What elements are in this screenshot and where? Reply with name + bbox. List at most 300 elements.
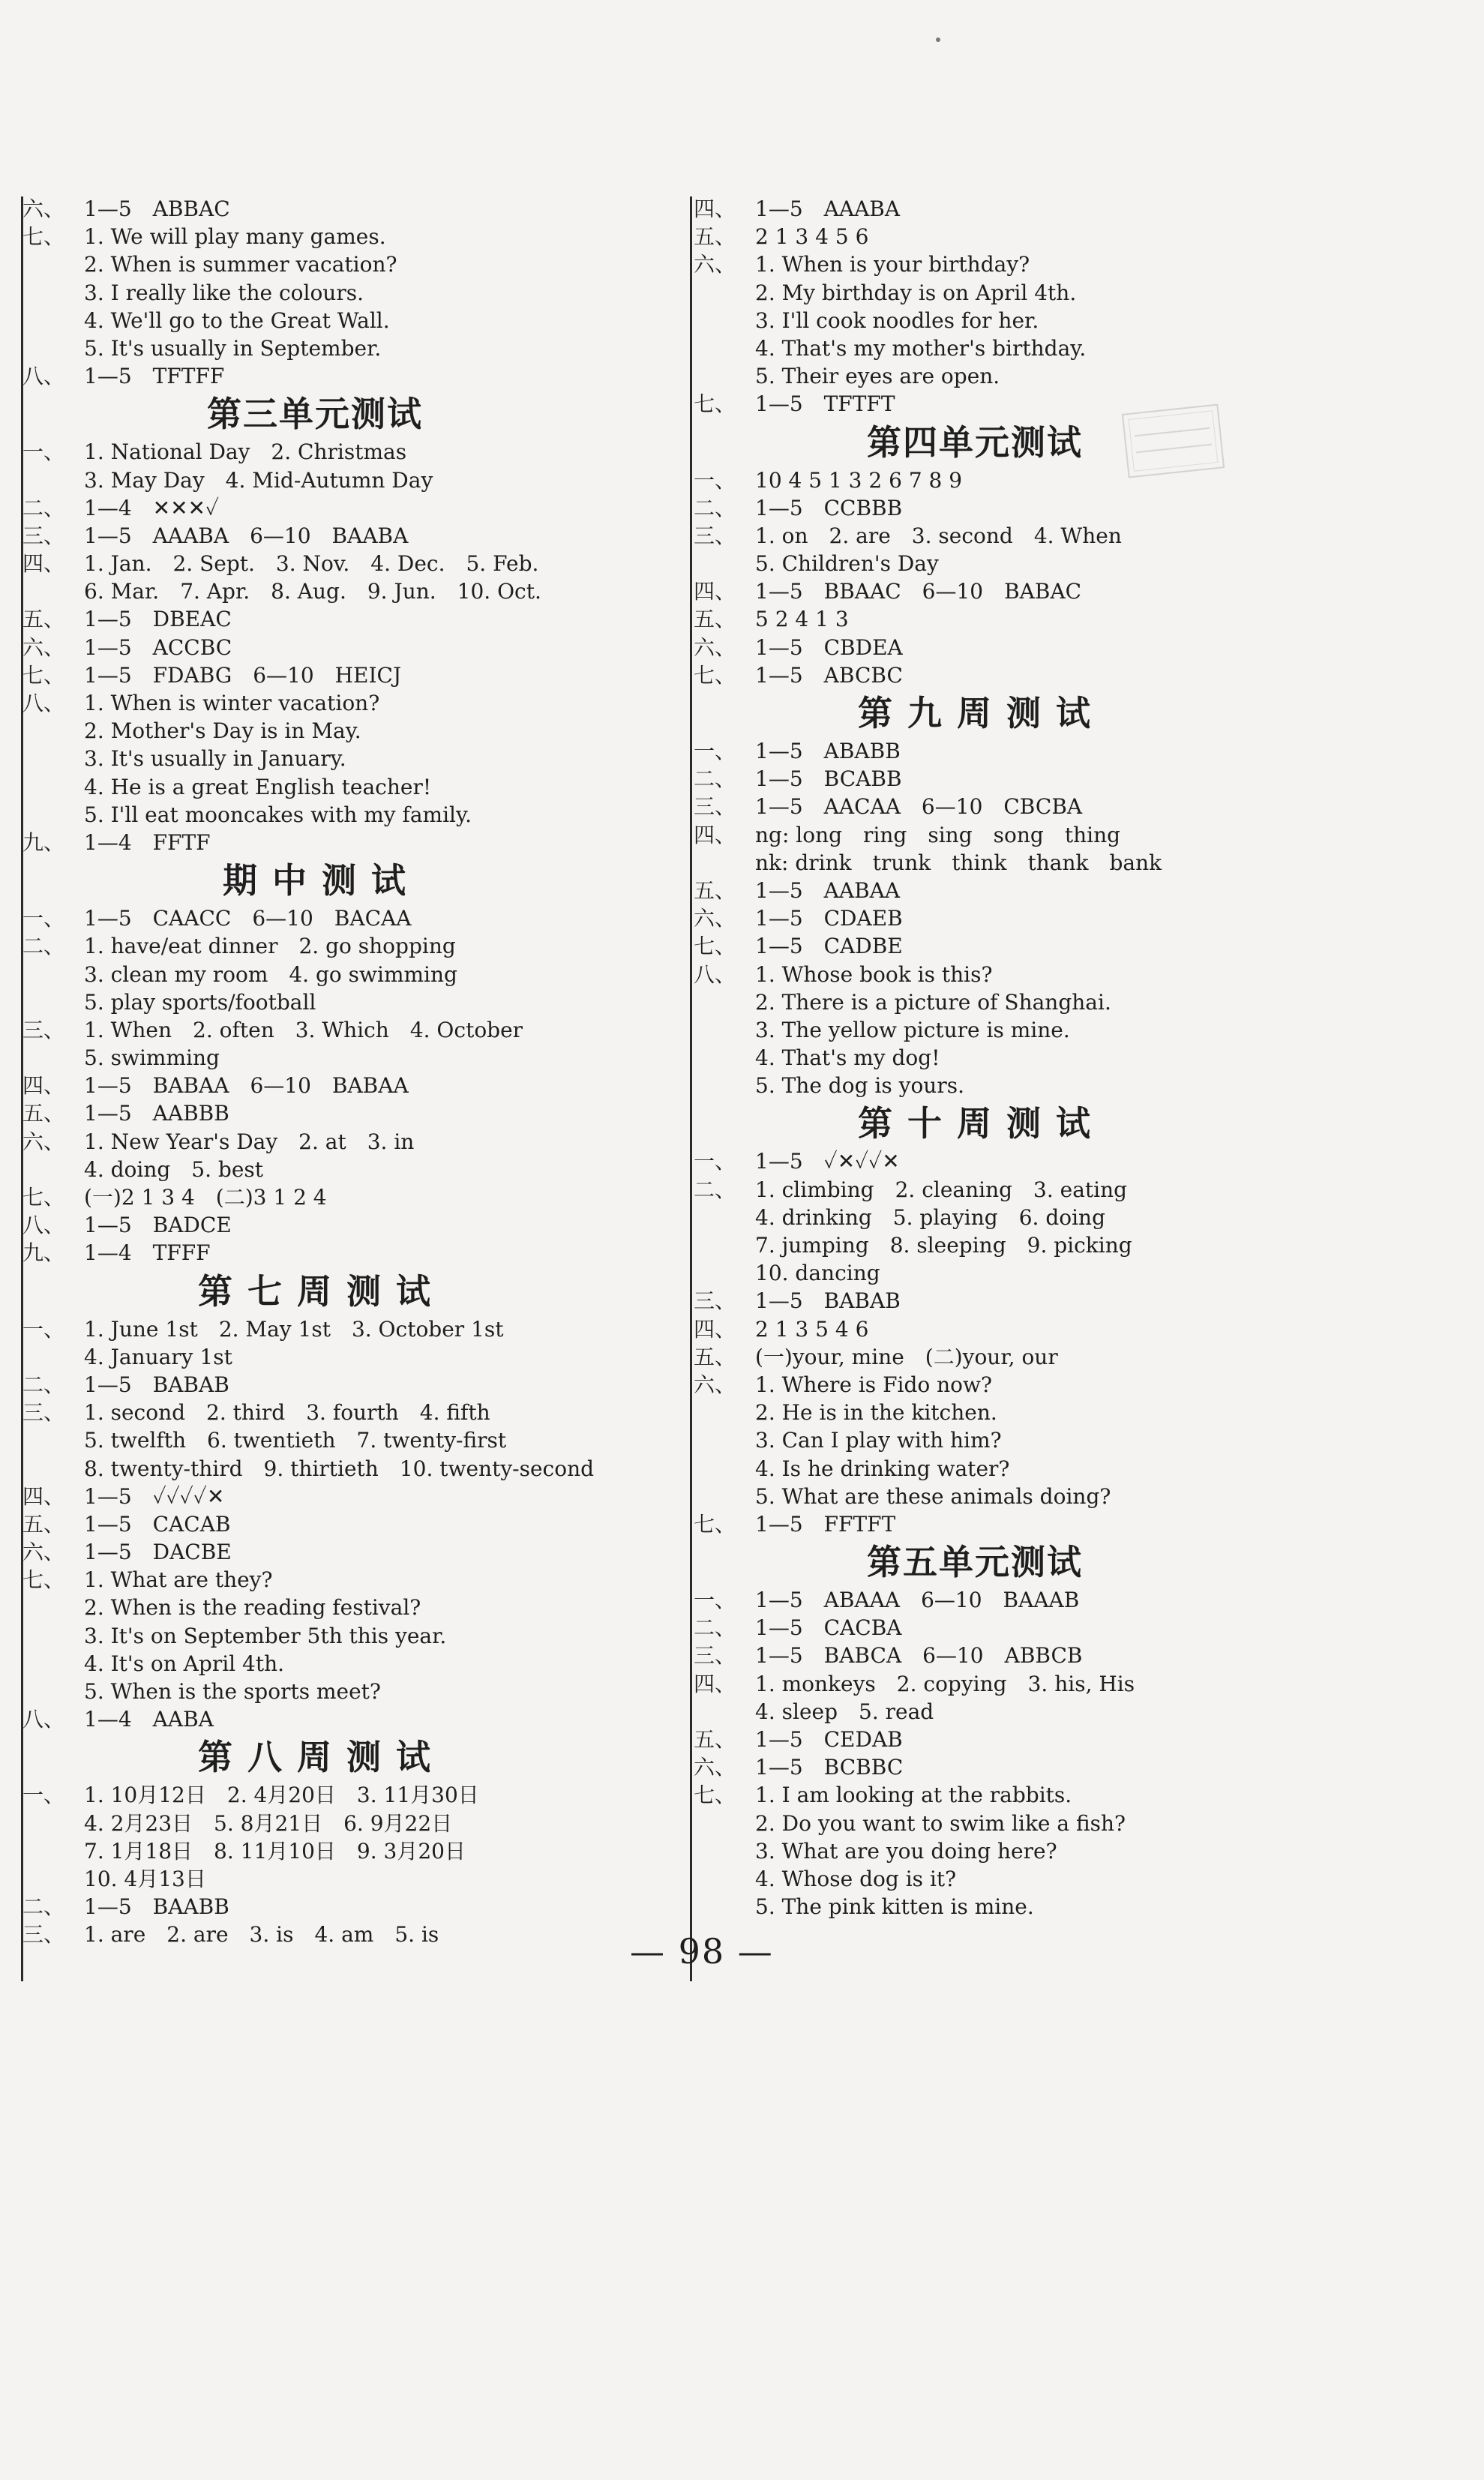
answer-text: 1—5 FFTFT xyxy=(755,1511,896,1537)
answer-text: 5. Children's Day xyxy=(755,551,939,577)
answer-line xyxy=(694,1176,1444,1204)
answer-text: 4. He is a great English teacher! xyxy=(84,774,432,799)
answer-line xyxy=(22,961,660,988)
question-number: 五、 xyxy=(694,1727,736,1752)
answer-line xyxy=(694,1204,1444,1231)
answer-line xyxy=(694,1810,1444,1837)
answer-line xyxy=(22,1622,660,1650)
question-number: 四、 xyxy=(694,196,736,221)
question-number: 一、 xyxy=(694,1149,736,1174)
answer-line xyxy=(694,1044,1444,1072)
answer-text: 1—5 BABCA 6—10 ABBCB xyxy=(755,1643,1083,1669)
question-number: 五、 xyxy=(22,1511,65,1537)
answer-line xyxy=(22,466,660,494)
answer-text: 2 1 3 4 5 6 xyxy=(755,224,869,250)
question-number: 二、 xyxy=(694,495,736,520)
question-number: 六、 xyxy=(694,906,736,931)
answer-line xyxy=(694,877,1444,904)
answer-line xyxy=(22,634,660,661)
answer-text: 4. January 1st xyxy=(84,1344,232,1369)
answer-text: 1—5 AAABA xyxy=(755,196,901,221)
answer-text: 1—5 ABAAA 6—10 BAAAB xyxy=(755,1588,1080,1613)
answer-line xyxy=(22,1921,660,1948)
answer-line xyxy=(22,1044,660,1072)
question-number: 六、 xyxy=(22,634,65,660)
question-number: 四、 xyxy=(694,1671,736,1696)
answer-line xyxy=(694,494,1444,522)
answer-line xyxy=(22,904,660,932)
answer-line xyxy=(22,307,660,334)
answer-text: 1. Where is Fido now? xyxy=(755,1372,993,1397)
answer-text: nk: drink trunk think thank bank xyxy=(755,850,1162,875)
question-number: 六、 xyxy=(694,1372,736,1397)
question-number: 三、 xyxy=(22,1400,65,1426)
answer-text: 1—5 BCBBC xyxy=(755,1755,904,1780)
answer-text: 1. second 2. third 3. fourth 4. fifth xyxy=(84,1400,490,1426)
answer-text: 3. The yellow picture is mine. xyxy=(755,1017,1070,1042)
faint-stamp-icon xyxy=(1122,403,1225,478)
question-number: 二、 xyxy=(22,934,65,959)
answer-line xyxy=(694,1315,1444,1343)
question-number: 七、 xyxy=(694,1511,736,1537)
answer-text: 1—5 CBDEA xyxy=(755,634,903,660)
answer-text: 4. sleep 5. read xyxy=(755,1699,934,1724)
question-number: 七、 xyxy=(22,224,65,250)
answer-line xyxy=(22,1156,660,1183)
answer-line xyxy=(694,1586,1444,1614)
question-number: 四、 xyxy=(694,822,736,847)
answer-text: 2. When is summer vacation? xyxy=(84,252,397,277)
answer-text: 1—4 ✕✕✕✓ xyxy=(84,495,220,520)
answer-text: 10 4 5 1 3 2 6 7 8 9 xyxy=(755,467,963,493)
answer-text: 4. Whose dog is it? xyxy=(755,1866,957,1891)
answer-text: 4. doing 5. best xyxy=(84,1156,264,1182)
answer-text: 5. The dog is yours. xyxy=(755,1073,964,1099)
answer-line xyxy=(694,1072,1444,1099)
answer-line xyxy=(694,1837,1444,1865)
answer-text: 2. He is in the kitchen. xyxy=(755,1400,997,1426)
answer-text: 1—5 DACBE xyxy=(84,1540,232,1565)
answer-text: 2. Do you want to swim like a fish? xyxy=(755,1810,1126,1836)
answer-text: 1—5 ✓✓✓✓✕ xyxy=(84,1483,225,1509)
answer-line xyxy=(22,1016,660,1044)
answer-text: (一)your, mine (二)your, our xyxy=(755,1344,1058,1369)
answer-line xyxy=(694,390,1444,418)
answer-text: 1—5 BADCE xyxy=(84,1213,232,1238)
question-number: 三、 xyxy=(694,794,736,820)
answer-text: 5. It's usually in September. xyxy=(84,335,382,361)
answer-line xyxy=(22,829,660,856)
answer-text: 1—4 FFTF xyxy=(84,829,211,855)
question-number: 二、 xyxy=(694,1177,736,1202)
answer-text: 2 1 3 5 4 6 xyxy=(755,1316,869,1342)
answer-text: 1—5 BABAA 6—10 BABAA xyxy=(84,1073,409,1099)
answer-line xyxy=(694,334,1444,362)
answer-line xyxy=(22,1455,660,1483)
answer-line xyxy=(694,634,1444,661)
question-number: 六、 xyxy=(22,1540,65,1565)
question-number: 二、 xyxy=(22,1372,65,1397)
answer-text: 1—5 ABABB xyxy=(755,739,901,763)
answer-text: 1—5 AACAA 6—10 CBCBA xyxy=(755,794,1083,820)
section-heading: 第 七 周 测 试 xyxy=(197,1270,433,1312)
answer-line xyxy=(22,1781,660,1809)
question-number: 六、 xyxy=(22,196,65,221)
question-number: 三、 xyxy=(694,1288,736,1314)
question-number: 五、 xyxy=(694,607,736,632)
answer-line xyxy=(22,1705,660,1733)
answer-text: 4. We'll go to the Great Wall. xyxy=(84,307,390,333)
answer-line xyxy=(22,1893,660,1921)
answer-text: 5. twelfth 6. twentieth 7. twenty-first xyxy=(84,1428,507,1453)
question-number: 八、 xyxy=(22,691,65,715)
answer-text: 2. Mother's Day is in May. xyxy=(84,718,361,744)
question-number: 六、 xyxy=(694,634,736,660)
question-number: 五、 xyxy=(694,224,736,250)
answer-text: 7. jumping 8. sleeping 9. picking xyxy=(755,1233,1132,1258)
answer-text: 1—5 ACCBC xyxy=(84,634,232,660)
answer-line xyxy=(694,1483,1444,1510)
question-number: 一、 xyxy=(694,1588,736,1613)
question-number: 八、 xyxy=(694,961,736,987)
question-number: 一、 xyxy=(22,906,65,931)
answer-text: 4. It's on April 4th. xyxy=(84,1651,285,1676)
answer-text: 1. I am looking at the rabbits. xyxy=(755,1783,1072,1808)
answer-text: 1. are 2. are 3. is 4. am 5. is xyxy=(84,1922,439,1948)
answer-line xyxy=(22,1483,660,1510)
answer-line xyxy=(694,1455,1444,1483)
answer-text: 1—5 ABCBC xyxy=(755,662,903,688)
question-number: 八、 xyxy=(22,1213,65,1238)
answer-line xyxy=(22,334,660,362)
answer-text: 2. My birthday is on April 4th. xyxy=(755,280,1077,305)
answer-text: 10. dancing xyxy=(755,1261,880,1286)
answer-text: 1—5 BAABB xyxy=(84,1894,229,1920)
answer-line xyxy=(22,1072,660,1099)
answer-line xyxy=(694,988,1444,1016)
section-heading: 第五单元测试 xyxy=(867,1542,1083,1583)
answer-text: 1. 10月12日 2. 4月20日 3. 11月30日 xyxy=(84,1783,479,1808)
answer-line xyxy=(22,1678,660,1705)
answer-text: 1—5 ✓✕✓✓✕ xyxy=(755,1149,900,1174)
question-number: 九、 xyxy=(22,829,65,855)
answer-line xyxy=(22,1650,660,1678)
answer-text: 3. It's usually in January. xyxy=(84,746,346,772)
answer-line xyxy=(22,717,660,745)
answer-text: 1. on 2. are 3. second 4. When xyxy=(755,523,1122,548)
answer-text: 1—5 CEDAB xyxy=(755,1727,903,1752)
answer-line xyxy=(694,1343,1444,1371)
answer-text: 5 2 4 1 3 xyxy=(755,607,849,632)
answer-line xyxy=(22,988,660,1016)
answer-text: 1. monkeys 2. copying 3. his, His xyxy=(755,1671,1135,1696)
answer-text: 1—5 AAABA 6—10 BAABA xyxy=(84,523,409,548)
answer-line xyxy=(694,1726,1444,1753)
answer-text: 5. When is the sports meet? xyxy=(84,1679,381,1704)
answer-line xyxy=(22,1510,660,1538)
answer-text: 1. Jan. 2. Sept. 3. Nov. 4. Dec. 5. Feb. xyxy=(84,551,539,577)
answer-line xyxy=(22,1183,660,1211)
answer-text: 1—5 BCABB xyxy=(755,766,902,792)
answer-text: 5. Their eyes are open. xyxy=(755,364,1000,389)
answer-text: 1. have/eat dinner 2. go shopping xyxy=(84,934,456,959)
answer-line xyxy=(22,1239,660,1267)
answer-text: 6. Mar. 7. Apr. 8. Aug. 9. Jun. 10. Oct. xyxy=(84,579,541,604)
answer-line xyxy=(694,550,1444,577)
answer-text: 1—5 BABAB xyxy=(84,1372,229,1397)
answer-text: 1—5 CDAEB xyxy=(755,906,903,931)
answer-text: 1. climbing 2. cleaning 3. eating xyxy=(755,1177,1128,1202)
question-number: 四、 xyxy=(22,551,65,577)
answer-line xyxy=(694,1753,1444,1781)
answer-text: 1—5 TFTFT xyxy=(755,391,895,417)
answer-text: 3. I'll cook noodles for her. xyxy=(755,307,1039,333)
question-number: 五、 xyxy=(22,607,65,632)
answer-line xyxy=(694,1781,1444,1809)
page-number: — 98 — xyxy=(630,1931,774,1972)
answer-text: 1—5 TFTFF xyxy=(84,364,225,389)
answer-text: 1—5 CADBE xyxy=(755,934,903,959)
answer-line xyxy=(694,1698,1444,1726)
answer-line xyxy=(22,1594,660,1621)
question-number: 七、 xyxy=(694,391,736,417)
answer-text: 1—5 AABBB xyxy=(84,1101,229,1126)
question-number: 五、 xyxy=(22,1101,65,1126)
answer-line xyxy=(694,765,1444,793)
question-number: 六、 xyxy=(694,1755,736,1780)
answer-line xyxy=(694,849,1444,877)
answer-line xyxy=(22,1426,660,1454)
answer-text: 1—5 CAACC 6—10 BACAA xyxy=(84,906,412,931)
answer-line xyxy=(22,438,660,466)
question-number: 七、 xyxy=(694,934,736,959)
question-number: 一、 xyxy=(22,1316,65,1342)
answer-text: 1—5 AABAA xyxy=(755,877,901,903)
answer-line xyxy=(694,661,1444,689)
answer-line xyxy=(22,745,660,772)
question-number: 六、 xyxy=(694,252,736,277)
answer-text: 1. June 1st 2. May 1st 3. October 1st xyxy=(84,1316,504,1342)
answer-line xyxy=(22,1810,660,1837)
answer-text: 3. May Day 4. Mid-Autumn Day xyxy=(84,467,433,493)
answer-text: 1. What are they? xyxy=(84,1567,273,1593)
answer-text: 4. That's my dog! xyxy=(755,1045,940,1071)
answer-line xyxy=(22,1865,660,1893)
question-number: 七、 xyxy=(694,1783,736,1808)
question-number: 三、 xyxy=(22,1017,65,1042)
answer-line xyxy=(694,195,1444,223)
answer-line xyxy=(22,1538,660,1566)
answer-line xyxy=(694,1371,1444,1399)
answer-line xyxy=(22,661,660,689)
answer-line xyxy=(694,821,1444,849)
answer-text: 1. National Day 2. Christmas xyxy=(84,439,407,465)
answer-line xyxy=(22,195,660,223)
answer-line xyxy=(22,494,660,522)
question-number: 二、 xyxy=(22,495,65,520)
section-heading: 第 十 周 测 试 xyxy=(857,1103,1093,1144)
question-number: 一、 xyxy=(22,439,65,465)
answer-line xyxy=(22,250,660,278)
answer-text: 3. It's on September 5th this year. xyxy=(84,1623,447,1648)
section-heading: 第三单元测试 xyxy=(207,394,423,435)
question-number: 四、 xyxy=(694,1316,736,1342)
question-number: 九、 xyxy=(22,1240,65,1266)
answer-line xyxy=(694,1426,1444,1454)
answer-text: 5. What are these animals doing? xyxy=(755,1483,1111,1509)
section-heading: 第四单元测试 xyxy=(867,421,1083,463)
answer-text: 2. When is the reading festival? xyxy=(84,1595,421,1621)
answer-text: 5. The pink kitten is mine. xyxy=(755,1894,1034,1920)
answer-text: 2. There is a picture of Shanghai. xyxy=(755,989,1111,1015)
section-heading: 期 中 测 试 xyxy=(222,860,408,901)
answer-line xyxy=(22,550,660,577)
answer-line xyxy=(22,1566,660,1594)
question-number: 四、 xyxy=(694,579,736,604)
question-number: 一、 xyxy=(22,1783,65,1808)
answer-text: 1—4 AABA xyxy=(84,1707,214,1732)
answer-line xyxy=(694,1510,1444,1538)
answer-text: 7. 1月18日 8. 11月10日 9. 3月20日 xyxy=(84,1838,466,1864)
section-heading: 第 八 周 测 试 xyxy=(197,1737,433,1778)
answer-line xyxy=(22,932,660,960)
answer-line xyxy=(22,1315,660,1343)
answer-text: 1. When is winter vacation? xyxy=(84,691,380,715)
answer-line xyxy=(694,1670,1444,1698)
answer-text: 4. That's my mother's birthday. xyxy=(755,335,1087,361)
answer-line xyxy=(694,307,1444,334)
answer-text: 5. swimming xyxy=(84,1045,220,1071)
answer-column-left xyxy=(22,195,660,1949)
answer-text: 1—5 BABAB xyxy=(755,1288,901,1314)
answer-line xyxy=(694,250,1444,278)
answer-text: 3. What are you doing here? xyxy=(755,1838,1057,1864)
answer-text: 4. drinking 5. playing 6. doing xyxy=(755,1204,1106,1230)
answer-line xyxy=(22,223,660,250)
answer-line xyxy=(22,279,660,307)
question-number: 五、 xyxy=(694,877,736,903)
question-number: 二、 xyxy=(694,766,736,792)
answer-line xyxy=(694,1614,1444,1642)
answer-text: 3. clean my room 4. go swimming xyxy=(84,961,457,987)
question-number: 二、 xyxy=(694,1615,736,1641)
answer-text: 3. I really like the colours. xyxy=(84,280,364,305)
answer-text: 1—5 FDABG 6—10 HEICJ xyxy=(84,662,402,688)
answer-line xyxy=(22,1099,660,1127)
answer-line xyxy=(22,1128,660,1156)
answer-text: 5. I'll eat mooncakes with my family. xyxy=(84,802,472,827)
answer-text: 1—5 CCBBB xyxy=(755,495,903,520)
answer-text: 1—5 DBEAC xyxy=(84,607,232,632)
answer-line xyxy=(694,577,1444,605)
answer-text: 1. When 2. often 3. Which 4. October xyxy=(84,1017,523,1042)
answer-text: 1—5 BBAAC 6—10 BABAC xyxy=(755,579,1082,604)
answer-line xyxy=(694,1287,1444,1315)
question-number: 六、 xyxy=(22,1129,65,1154)
answer-text: 8. twenty-third 9. thirtieth 10. twenty-second xyxy=(84,1456,595,1481)
answer-text: 1—4 TFFF xyxy=(84,1240,211,1266)
scan-speck xyxy=(936,37,940,42)
answer-text: 1—5 CACBA xyxy=(755,1615,902,1641)
answer-line xyxy=(694,1231,1444,1259)
answer-line xyxy=(694,279,1444,307)
answer-text: 1. Whose book is this? xyxy=(755,961,993,987)
answer-line xyxy=(22,1343,660,1371)
question-number: 七、 xyxy=(22,662,65,688)
answer-line xyxy=(694,1893,1444,1921)
answer-text: 4. Is he drinking water? xyxy=(755,1456,1010,1481)
answer-text: 10. 4月13日 xyxy=(84,1866,206,1891)
answer-text: 1. New Year's Day 2. at 3. in xyxy=(84,1129,415,1154)
question-number: 一、 xyxy=(694,739,736,763)
answer-line xyxy=(694,1399,1444,1426)
answer-line xyxy=(22,605,660,633)
question-number: 七、 xyxy=(22,1185,65,1210)
answer-line xyxy=(694,904,1444,932)
answer-column-right xyxy=(694,195,1444,1921)
question-number: 三、 xyxy=(22,1922,65,1948)
answer-line xyxy=(694,1147,1444,1175)
question-number: 五、 xyxy=(694,1344,736,1369)
answer-text: 1. We will play many games. xyxy=(84,224,386,250)
answer-line xyxy=(22,362,660,390)
answer-line xyxy=(694,932,1444,960)
answer-line xyxy=(22,801,660,829)
answer-line xyxy=(694,1865,1444,1893)
answer-line xyxy=(694,362,1444,390)
question-number: 三、 xyxy=(22,523,65,548)
answer-line xyxy=(22,577,660,605)
question-number: 四、 xyxy=(22,1483,65,1509)
answer-line xyxy=(694,737,1444,765)
answer-line xyxy=(22,689,660,717)
answer-text: (一)2 1 3 4 (二)3 1 2 4 xyxy=(84,1185,327,1210)
section-heading: 第 九 周 测 试 xyxy=(857,693,1093,733)
answer-line xyxy=(22,1837,660,1865)
answer-text: 1—5 ABBAC xyxy=(84,196,230,221)
column-divider xyxy=(690,196,692,1981)
answer-line xyxy=(694,605,1444,633)
answer-text: 3. Can I play with him? xyxy=(755,1428,1002,1453)
question-number: 二、 xyxy=(22,1894,65,1920)
answer-text: ng: long ring sing song thing xyxy=(755,822,1121,847)
question-number: 七、 xyxy=(22,1567,65,1593)
answer-text: 4. 2月23日 5. 8月21日 6. 9月22日 xyxy=(84,1810,453,1836)
question-number: 三、 xyxy=(694,523,736,548)
question-number: 四、 xyxy=(22,1073,65,1099)
question-number: 一、 xyxy=(694,467,736,493)
question-number: 八、 xyxy=(22,1707,65,1732)
question-number: 七、 xyxy=(694,662,736,688)
answer-line xyxy=(22,1371,660,1399)
answer-line xyxy=(22,1399,660,1426)
answer-line xyxy=(694,1642,1444,1669)
answer-line xyxy=(694,223,1444,250)
answer-line xyxy=(694,466,1444,494)
answer-text: 1. When is your birthday? xyxy=(755,252,1030,277)
answer-line xyxy=(694,1016,1444,1044)
answer-text: 1—5 CACAB xyxy=(84,1511,231,1537)
answer-line xyxy=(694,522,1444,550)
answer-line xyxy=(694,1259,1444,1287)
answer-line xyxy=(694,961,1444,988)
answer-line xyxy=(22,1211,660,1239)
question-number: 三、 xyxy=(694,1643,736,1669)
answer-text: 5. play sports/football xyxy=(84,989,316,1015)
question-number: 八、 xyxy=(22,364,65,389)
answer-line xyxy=(694,793,1444,820)
answer-line xyxy=(22,773,660,801)
